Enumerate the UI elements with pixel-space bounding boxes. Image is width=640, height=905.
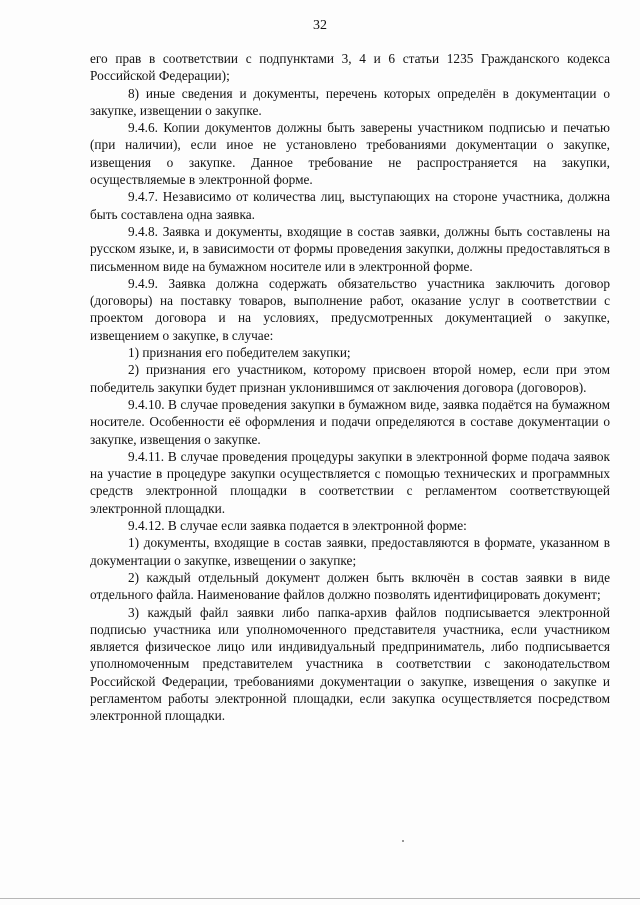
- clause-9-4-12: 9.4.12. В случае если заявка подается в электронной форме:: [128, 518, 467, 534]
- clause-9-4-9: 9.4.9. Заявка должна содержать обязательство участника заключить договор (договоры) на поставку товаров, выполнение работ, оказание услуг в соответствии с проектом договора и на условиях, предусмотренных документацией о закупке, извещением о закупке, в случае:: [90, 275, 610, 343]
- clause-9-4-6: 9.4.6. Копии документов должны быть заверены участником подписью и печатью (при наличии), если иное не установлено требованиями документации о закупке, извещения о закупке. Данное требование не распространяется на закупки, осуществляемые в электронной форме.: [90, 120, 610, 188]
- scan-bottom-edge: [0, 898, 640, 899]
- clause-9-4-10: 9.4.10. В случае проведения закупки в бумажном виде, заявка подаётся на бумажном носителе. Особенности её оформления и подачи определяются в составе документации о закупке, извещения о закупке.: [90, 396, 610, 447]
- clause-9-4-9-item-2: 2) признания его участником, которому присвоен второй номер, если при этом победитель закупки будет признан уклонившимся от заключения договора (договоров).: [90, 362, 610, 395]
- paragraph-1235-continuation: его прав в соответствии с подпунктами 3, 4 и 6 статьи 1235 Гражданского кодекса Российской Федерации);: [90, 51, 610, 84]
- document-body: [90, 50, 610, 725]
- clause-9-4-9-item-1: 1) признания его победителем закупки;: [128, 345, 351, 361]
- clause-9-4-7: 9.4.7. Независимо от количества лиц, выступающих на стороне участника, должна быть составлена одна заявка.: [90, 189, 610, 222]
- clause-9-4-12-item-3: 3) каждый файл заявки либо папка-архив файлов подписывается электронной подписью участника или уполномоченного представителя участника, если участником является физическое лицо или индивидуальный предприниматель, либо подписывается уполномоченным представителем участника в соответствии с законодательством Российской Федерации, требованиями документации о закупке, извещения о закупке и регламентом работы электронной площадки, если закупка осуществляется посредством электронной площадки.: [90, 604, 610, 724]
- clause-9-4-12-item-2: 2) каждый отдельный документ должен быть включён в состав заявки в виде отдельного файла. Наименование файлов должно позволять идентифицировать документ;: [90, 569, 610, 603]
- list-item-8-other-documents: 8) иные сведения и документы, перечень которых определён в документации о закупке, извещении о закупке.: [90, 85, 610, 118]
- clause-9-4-11: 9.4.11. В случае проведения процедуры закупки в электронной форме подача заявок на участие в процедуре закупки осуществляется с помощью технических и программных средств электронной площадки в соответствии с регламентом соответствующей электронной площадки.: [90, 448, 610, 516]
- clause-9-4-8: 9.4.8. Заявка и документы, входящие в состав заявки, должны быть составлены на русском языке, и, в зависимости от формы проведения закупки, должны предоставляться в письменном виде на бумажном носителе или в электронной форме.: [90, 223, 610, 274]
- clause-9-4-12-item-1: 1) документы, входящие в состав заявки, предоставляются в формате, указанном в документации о закупке, извещении о закупке;: [90, 535, 610, 568]
- scan-speck: [402, 840, 404, 842]
- page-number: 32: [313, 18, 327, 33]
